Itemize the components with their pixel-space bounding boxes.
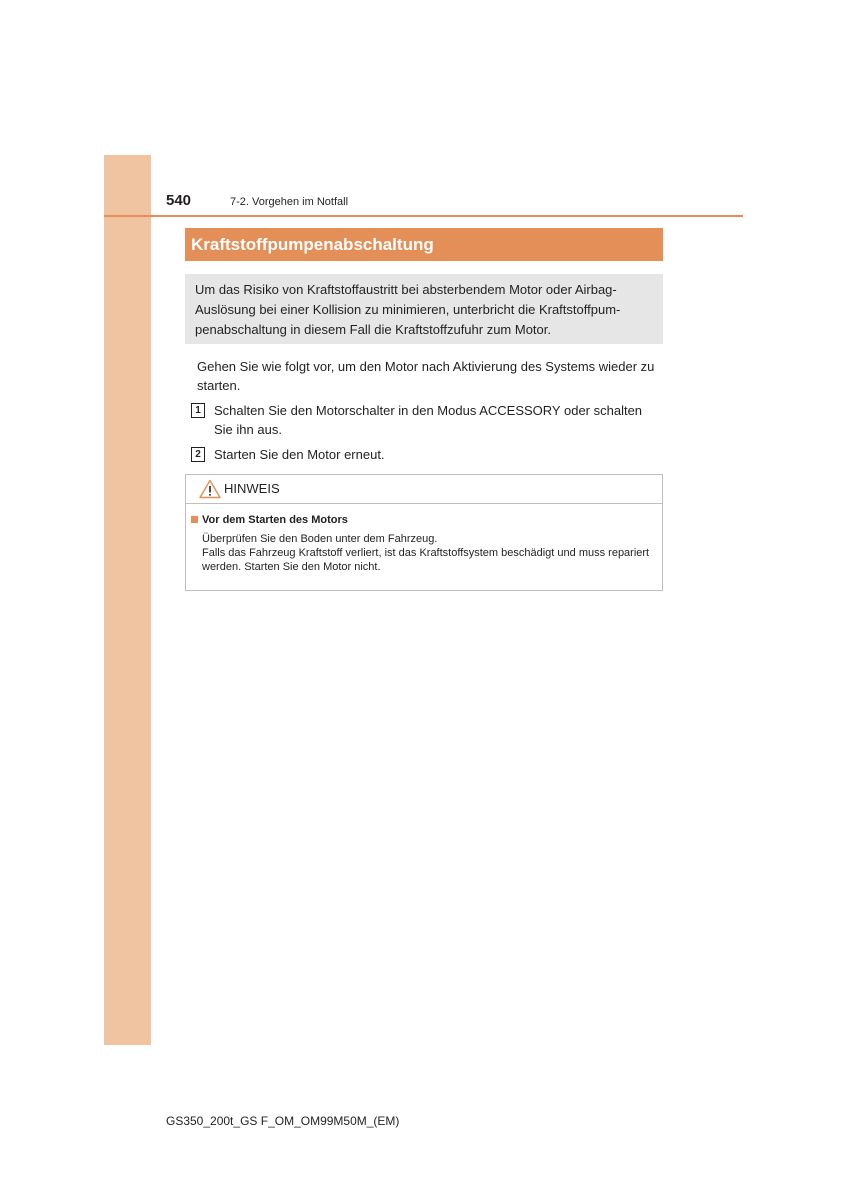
step-line: Schalten Sie den Motorschalter in den Modus ACCESSORY oder schalten: [214, 403, 643, 418]
notice-header: [186, 475, 662, 504]
chapter-title: 7-2. Vorgehen im Notfall: [230, 196, 349, 208]
page-number: 540: [166, 192, 192, 209]
notice-item-title: Vor dem Starten des Motors: [202, 514, 348, 526]
notice-line: werden. Starten Sie den Motor nicht.: [202, 561, 381, 573]
intro-line: Um das Risiko von Kraftstoffaustritt bei absterbendem Motor oder Airbag-: [195, 282, 617, 297]
intro-line: Auslösung bei einer Kollision zu minimieren, unterbricht die Kraftstoffpum-: [195, 302, 621, 317]
section-title: Kraftstoffpumpenabschaltung: [185, 228, 663, 261]
step-text: [214, 445, 663, 464]
step-line: Sie ihn aus.: [214, 422, 282, 437]
notice-title: HINWEIS: [224, 481, 280, 496]
step-line: Starten Sie den Motor erneut.: [214, 447, 385, 462]
body-line: starten.: [197, 378, 241, 393]
step-text: [214, 401, 663, 439]
notice-line: Falls das Fahrzeug Kraftstoff verliert, ist das Kraftstoffsystem beschädigt und muss repariert: [202, 547, 650, 559]
intro-box: [185, 274, 663, 344]
notice-item-heading: [191, 514, 348, 526]
header-divider: [104, 215, 743, 217]
square-bullet-icon: [191, 516, 198, 523]
document-code-footer: GS350_200t_GS F_OM_OM99M50M_(EM): [166, 1114, 400, 1128]
step-number-badge: 2: [191, 447, 205, 462]
warning-triangle-icon: [199, 479, 221, 499]
step-number-badge: 1: [191, 403, 205, 418]
intro-line: penabschaltung in diesem Fall die Kraftstoffzufuhr zum Motor.: [195, 322, 552, 337]
chapter-side-tab: [104, 155, 151, 1045]
notice-box: [185, 474, 663, 591]
notice-line: Überprüfen Sie den Boden unter dem Fahrzeug.: [202, 533, 438, 545]
body-line: Gehen Sie wie folgt vor, um den Motor nach Aktivierung des Systems wieder zu: [197, 359, 655, 374]
body-paragraph: [197, 357, 663, 395]
